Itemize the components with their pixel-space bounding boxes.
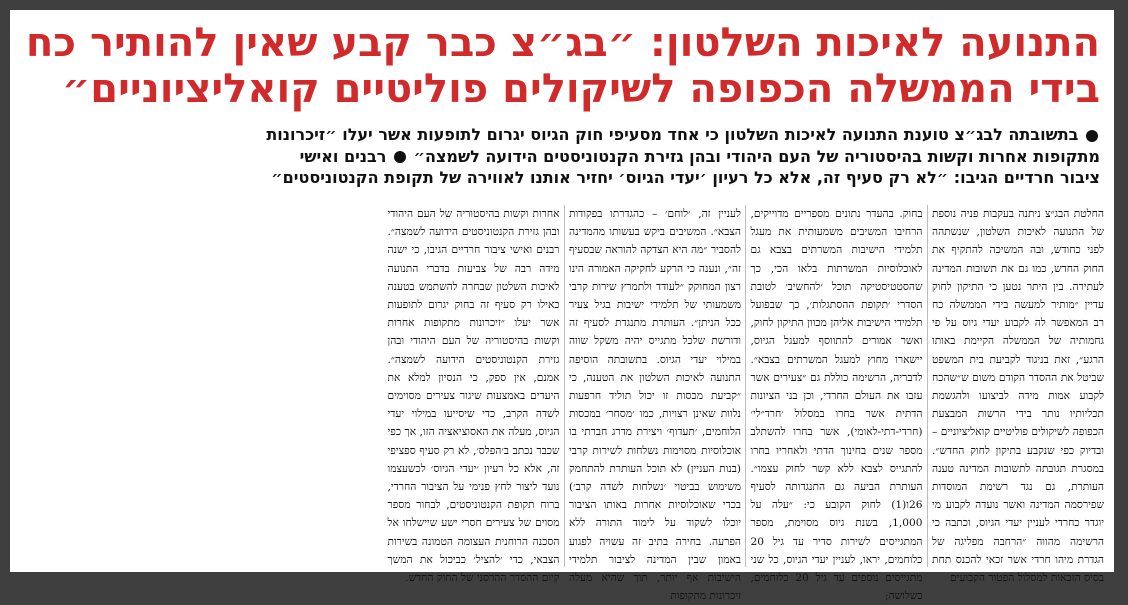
column-divider <box>745 205 746 567</box>
subhead-text-2: מתקופות אחרות וקשות בהיסטוריה של העם היהודי ובהן גזירת הקנטוניסטים הידועה לשמצה״ <box>413 146 1100 166</box>
column-text: בחוק. בהעדר נתונים מספריים מדוייקים, הרחיבו המשיבים משמעותית את מעגל תלמידי הישיבות המשרתים בצבא גם לאוכלוסיות המשרתות בלאו הכי, כך שהסטטיסטיקה תוכל ׳להחשיב׳ לטובת הסדרי ׳תקופת ההסתגלות׳, כך שבפועל תלמידי הישיבות אליהן מכוון התיקון לחוק, ואשר אמורים להתווסף למעגל הגיוס, יישארו מחוץ למעגל המשרתים בצבא״. לדבריה, הרשימה כוללת גם ״צעירים אשר עזבו את העולם החרדי, וכן בני הציונות הדתית אשר בחרו במסלול ׳חרד״לי׳ (חרדי-דתי-לאומי), אשר בחרו להשתלב מספר שנים בחינוך הדתי ולאחריו בחרו להתגייס לצבא ללא קשר לחוק עצמו״. העותרת הביעה גם התנגדותה לסעיף 26ו(1) לחוק הקובע כי: ״עלה על 1,000, בשנת גיוס מסוימת, מספר המתגייסים לשירות סדיר עד גיל 20 כלוחמים, יראו, לעניין יעדי הגיוס, כל שני מתגייסים נוספים עד גיל 20 כלוחמים, כשלושה; <box>750 208 923 603</box>
headline-line-1: התנועה לאיכות השלטון: ״בג״צ כבר קבע שאין להותיר כח <box>25 20 1100 66</box>
subhead-text-1: בתשובתה לבג״צ טוענת התנועה לאיכות השלטון כי אחד מסעיפי חוק הגיוס יגרום לתופעות אשר יעלו ״זיכרונות <box>266 125 1079 144</box>
column-text: לעניין זה, ׳לוחם׳ – כהגדרתו בפקודות הצבא״. המשיבים ביקש בעשותו מהמדינה להסביר ״מה היא הצדקה להוראה שבסעיף זה״, ונענה כי הרקע לחקיקה האמורה הינו רצון המחוקק ״לעודד ולתמרץ שירות קרבי משמעותי של תלמידי ישיבות בגיל צעיר ככל הניתן״. העותרת מתנגדת לסעיף זה ודורשת שלכל מתגייס יהיה משקל שווה במילוי יעדי הגיוס. בתשובתה הוסיפה התנועה לאיכות השלטון את הטענה, כי ״קביעת מכסות זו יכול תוליד חרפעות נלוות שאינן רצויות, כמו ׳מסחר׳ במכסות הלוחמים, ׳תעדוף׳ ויצירת מדרג חברתי בו אוכלוסיות מסוימות נשלחות לשירות קרבי (בנות העניין) לא תוכל העותרת להתחמק משימוש בביטוי ׳נשלחות לשדה קרב׳) בכדי שאוכלוסיות אחרות באותו הציבור יוכלו לשקוד על לימוד התורה ללא הפרעה. בחירה בתיב זה עשויה לפגוע באמון שבין המדינה לציבור תלמידי הישיבות אף יותר, תוך שהיא מעלה זיכרונות מתקופות <box>569 208 741 603</box>
subhead-line-1 <box>20 124 1100 146</box>
column-text: החלטת הבג״צ ניתנה בעקבות פניה נוספת של התנועה לאיכות השלטון, שנשתהה לפני כחודש, ובה המשיכה להתקיף את החוק החדש, כמו גם את תשובות המדינה לעתירה. בין היתר נטען כי התיקון לחוק עדיין ״מותיר למעשה בידי הממשלה כח רב המאפשר לה לקבוע יעדי גיוס על פי גחמותיה של הממשלה הקיימת באותו הרגע״, זאת בניגוד לקביעת בית המשפט שביטל את ההסדר הקודם משום ש״שהכח לקבוע אמות מידה לביצועו ולהגשמת תכליותיו נותר בידי הרשות המבצעת הכפופה לשיקולים פוליטיים קואליציוניים – ובדיוק כפי שנקבע בתיקון לחוק החדש״. במסגרת תגובתה לתשובות המדינה טענה העותרת, גם נגד רשימת המוסדות שפירסמה המדינה ואשר נועדה לקבוע מי יוגדר כחרדי לעניין יעדי הגיוס, וכתבה כי הרשימה מהווה ״הרחבה מפליגה של הגדרת מיהו חרדי אשר זכאי להכנס תחת בסיס הזכאות למסלול הפטור הקבועים <box>932 208 1104 585</box>
column-divider <box>564 205 565 567</box>
headline <box>20 20 1100 112</box>
bullet-icon <box>1086 130 1098 142</box>
article-column <box>932 205 1104 585</box>
article-column <box>387 205 560 585</box>
column-text: אחרות וקשות בהיסטוריה של העם היהודי ובהן גזירת הקנטוניסטים הידועה לשמצה״. רבנים ואישי ציבור חרדיים הגיבו, כי ישנה מידה רבה של צביעות בדברי התנועה לאיכות השלטון שבחרה להשתמש בטענה כאילו רק סעיף זה בחוק יגרום לתופעות אשר יעלו ״זיכרונות מתקופות אחרות וקשות בהיסטוריה של העם היהודי ובהן גזירת הקנטוניסטים הידועה לשמצה״. אמנם, אין ספק, כי הנסיון למלא את היעדים באמצעות שיגור צעירים מסוימים לשדה הקרב, כדי שיסייעו במילוי יעדי הגיוס, מעלה את האסוציאציה הזו, אך כפי שכבר נכתב ב׳הפלס׳, לא רק סעיף ספציפי זה, אלא כל רעיון ׳יעדי הגיוס׳ לכשעצמו נועד ליצור לחץ פנימי על הציבור החרדי, ברוח תקופת הקנטוניסטים, לבחור מספר מסוים של צעירים חסרי ישע שיישלחו אל הסכנה הרוחנית העצומה הטמונה בשירות הצבאי, כדי ׳להציל׳ כביכול את המשך קיום ההסדר ההרסני של החוק החדש. <box>387 208 560 585</box>
article-body <box>24 205 1104 603</box>
column-divider <box>927 205 928 567</box>
bullet-icon <box>394 151 406 163</box>
subheadline <box>20 124 1100 189</box>
article-column <box>750 205 923 603</box>
article-column <box>569 205 741 603</box>
subhead-text-2b: רבנים ואישי <box>299 146 387 166</box>
subhead-line-2 <box>20 146 1100 168</box>
newspaper-page <box>10 10 1114 603</box>
headline-line-2: בידי הממשלה הכפופה לשיקולים פוליטיים קואליציוניים״ <box>61 66 1100 112</box>
subhead-line-3: ציבור חרדיים הגיבו: ״לא רק סעיף זה, אלא כל רעיון ׳יעדי הגיוס׳ יחזיר אותנו לאווירה של תקופת הקנטוניסטים״ <box>271 168 1100 187</box>
